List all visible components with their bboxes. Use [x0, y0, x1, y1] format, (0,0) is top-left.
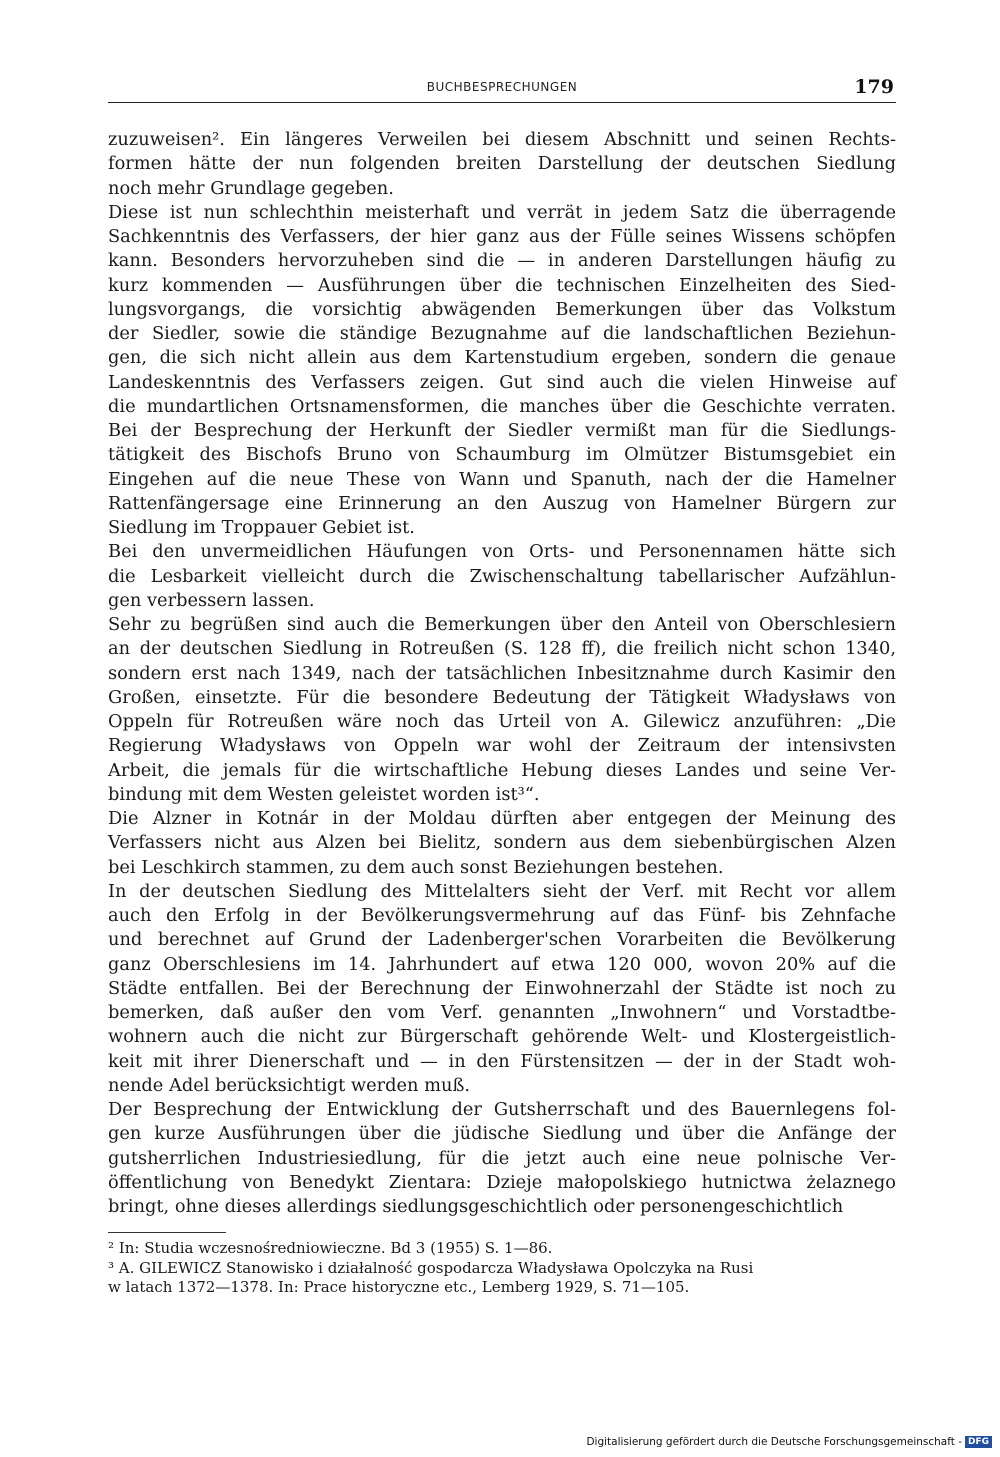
body-line: kurz kommenden — Ausführungen über die technischen Einzelheiten des Sied- [108, 274, 896, 296]
dfg-logo: DFG [965, 1436, 992, 1448]
body-line: bringt, ohne dieses allerdings siedlungsgeschichtlich oder personengeschichtlich [108, 1196, 844, 1217]
body-line: gen kurze Ausführungen über die jüdische Siedlung und über die Anfänge der [108, 1123, 896, 1145]
body-line: formen hätte der nun folgenden breiten Darstellung der deutschen Siedlung [108, 153, 896, 175]
body-text [108, 128, 896, 1219]
body-line: kann. Besonders hervorzuheben sind die — in anderen Darstellungen häufig zu [108, 250, 896, 272]
body-line: Städte entfallen. Bei der Berechnung der Einwohnerzahl der Städte ist noch zu [108, 977, 896, 999]
body-line: zuzuweisen². Ein längeres Verweilen bei diesem Abschnitt und seinen Rechts- [108, 129, 896, 150]
body-line: ganz Oberschlesiens im 14. Jahrhundert auf etwa 120 000, wovon 20% auf die [108, 953, 896, 975]
body-line: Siedlung im Troppauer Gebiet ist. [108, 517, 415, 538]
body-line: Oppeln für Rotreußen wäre noch das Urteil von A. Gilewicz anzuführen: „Die [108, 711, 896, 732]
body-line: Landeskenntnis des Verfassers zeigen. Gut sind auch die vielen Hinweise auf [108, 371, 896, 393]
body-line: Der Besprechung der Entwicklung der Gutsherrschaft und des Bauernlegens fol- [108, 1099, 896, 1120]
body-line: bindung mit dem Westen geleistet worden ist³“. [108, 783, 540, 805]
body-line: und berechnet auf Grund der Ladenberger'schen Vorarbeiten die Bevölkerung [108, 929, 896, 951]
body-line: bei Leschkirch stammen, zu dem auch sonst Beziehungen bestehen. [108, 856, 724, 878]
body-line: Eingehen auf die neue These von Wann und Spanuth, nach der die Hamelner [108, 468, 896, 490]
body-line: In der deutschen Siedlung des Mittelalters sieht der Verf. mit Recht vor allem [108, 880, 896, 902]
body-line: öffentlichung von Benedykt Zientara: Dzieje małopolskiego hutnictwa żelaznego [108, 1171, 896, 1193]
body-line: Bei der Besprechung der Herkunft der Siedler vermißt man für die Siedlungs- [108, 420, 896, 441]
body-line: Arbeit, die jemals für die wirtschaftliche Hebung dieses Landes und seine Ver- [108, 759, 896, 781]
body-line: Verfassers nicht aus Alzen bei Bielitz, sondern aus dem siebenbürgischen Alzen [108, 832, 896, 854]
body-line: lungsvorgangs, die vorsichtig abwägenden Bemerkungen über das Volkstum [108, 298, 896, 320]
footnotes [108, 1239, 896, 1298]
body-line: wohnern auch die nicht zur Bürgerschaft gehörende Welt- und Klostergeistlich- [108, 1026, 896, 1048]
body-line: Rattenfängersage eine Erinnerung an den Auszug von Hamelner Bürgern zur [108, 492, 896, 514]
body-line: Großen, einsetzte. Für die besondere Bedeutung der Tätigkeit Władysławs von [108, 686, 896, 708]
body-line: gutsherrlichen Industriesiedlung, für die jetzt auch eine neue polnische Ver- [108, 1147, 896, 1169]
body-line: Sehr zu begrüßen sind auch die Bemerkungen über den Anteil von Oberschlesiern [108, 614, 896, 635]
body-line: die mundartlichen Ortsnamensformen, die manches über die Geschichte verraten. [108, 395, 896, 417]
body-line: die Lesbarkeit vielleicht durch die Zwischenschaltung tabellarischer Aufzählun- [108, 565, 896, 587]
footnote-rule [108, 1232, 226, 1233]
body-line: auch den Erfolg in der Bevölkerungsvermehrung auf das Fünf- bis Zehnfache [108, 905, 896, 926]
body-line: nende Adel berücksichtigt werden muß. [108, 1074, 470, 1096]
body-line: noch mehr Grundlage gegeben. [108, 177, 394, 199]
footnote-line: w latach 1372—1378. In: Prace historyczne etc., Lemberg 1929, S. 71—105. [108, 1278, 690, 1296]
body-line: Sachkenntnis des Verfassers, der hier ganz aus der Fülle seines Wissens schöpfen [108, 226, 896, 247]
page-number: 179 [854, 76, 894, 98]
footnote-line: ² In: Studia wczesnośredniowieczne. Bd 3 (1955) S. 1—86. [108, 1239, 553, 1257]
body-line: Regierung Władysławs von Oppeln war wohl der Zeitraum der intensivsten [108, 735, 896, 757]
footnote-line: ³ A. GILEWICZ Stanowisko i działalność gospodarcza Władysława Opolczyka na Rusi [108, 1258, 754, 1277]
body-line: sondern erst nach 1349, nach der tatsächlichen Inbesitznahme durch Kasimir den [108, 662, 896, 684]
body-line: gen, die sich nicht allein aus dem Kartenstudium ergeben, sondern die genaue [108, 347, 896, 369]
credit-text: Digitalisierung gefördert durch die Deutsche Forschungsgemeinschaft - [586, 1436, 962, 1448]
body-line: der Siedler, sowie die ständige Bezugnahme auf die landschaftlichen Beziehun- [108, 323, 896, 344]
digitization-credit [586, 1436, 992, 1448]
body-line: keit mit ihrer Dienerschaft und — in den Fürstensitzen — der in der Stadt woh- [108, 1050, 896, 1072]
running-head: BUCHBESPRECHUNGEN [426, 80, 578, 94]
body-line: Bei den unvermeidlichen Häufungen von Orts- und Personennamen hätte sich [108, 541, 896, 563]
body-line: an der deutschen Siedlung in Rotreußen (S. 128 ff), die freilich nicht schon 1340, [108, 638, 896, 660]
page-header [108, 76, 896, 103]
body-line: tätigkeit des Bischofs Bruno von Schaumburg im Olmützer Bistumsgebiet ein [108, 444, 896, 466]
body-line: bemerken, daß außer den vom Verf. genannten „Inwohnern“ und Vorstadtbe- [108, 1002, 896, 1023]
body-line: gen verbessern lassen. [108, 589, 315, 611]
body-line: Diese ist nun schlechthin meisterhaft und verrät in jedem Satz die überragende [108, 201, 896, 223]
body-line: Die Alzner in Kotnár in der Moldau dürften aber entgegen der Meinung des [108, 808, 896, 829]
